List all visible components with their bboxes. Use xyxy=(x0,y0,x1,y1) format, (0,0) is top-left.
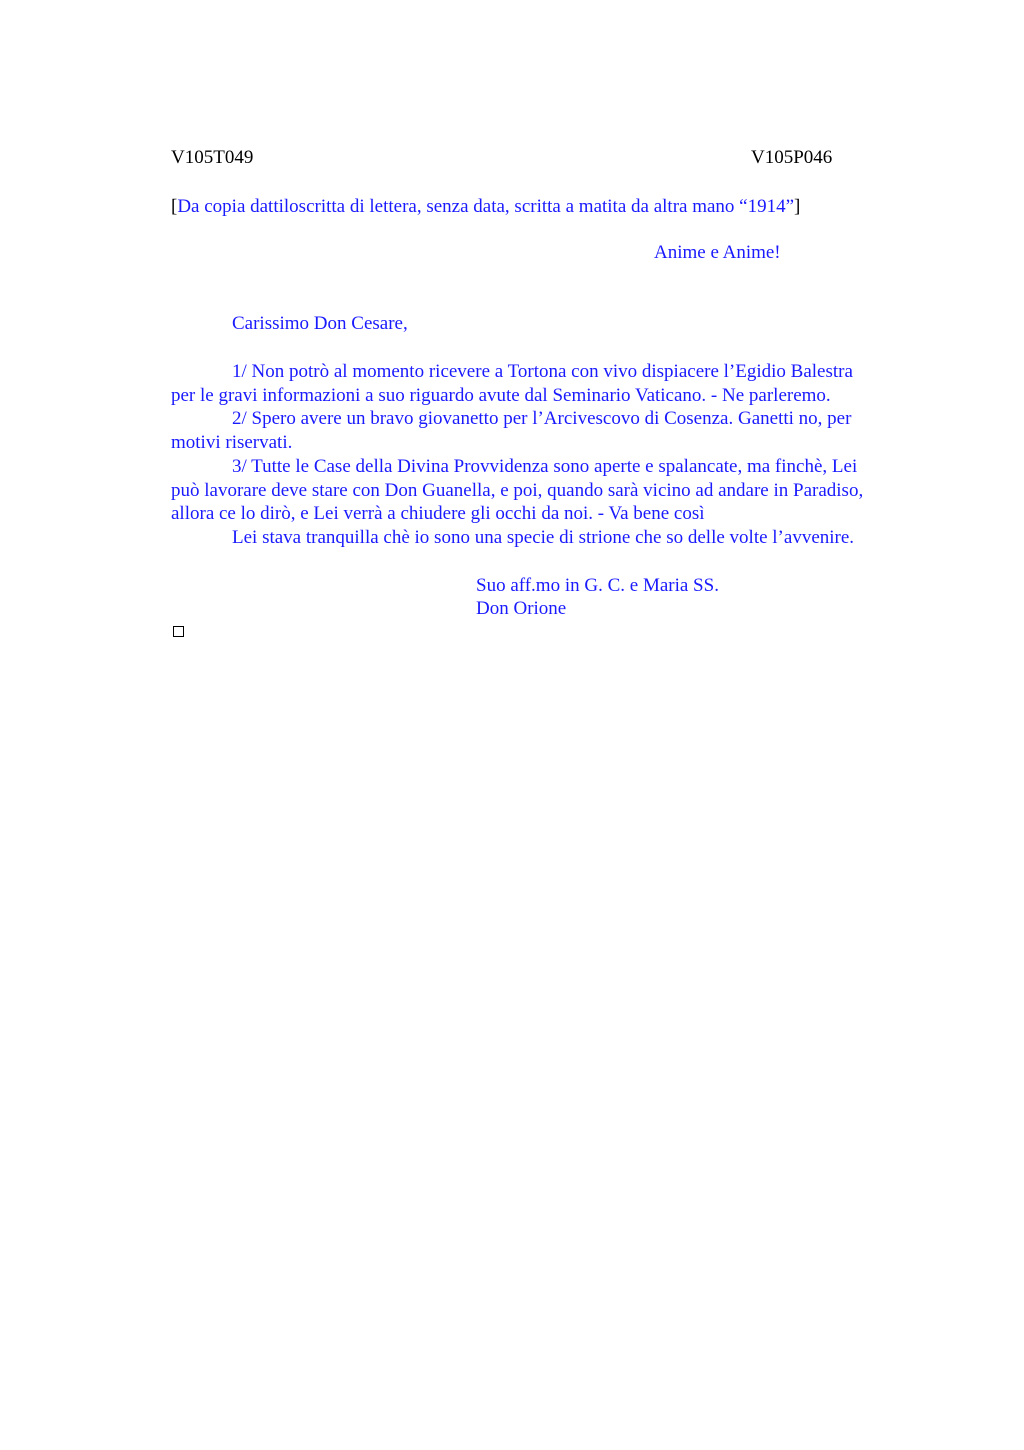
editorial-note xyxy=(171,195,800,219)
motto: Anime e Anime! xyxy=(654,242,781,263)
closing-line-1: Suo aff.mo in G. C. e Maria SS. xyxy=(476,575,719,596)
paragraph-2-line-1: 2/ Spero avere un bravo giovanetto per l’Arcivescovo di Cosenza. Ganetti no, per xyxy=(232,408,852,429)
paragraph-1-line-1: 1/ Non potrò al momento ricevere a Tortona con vivo dispiacere l’Egidio Balestra xyxy=(232,361,853,382)
note-text: Da copia dattiloscritta di lettera, senza data, scritta a matita da altra mano “1914” xyxy=(177,196,795,217)
paragraph-4-line-1: Lei stava tranquilla chè io sono una specie di strione che so delle volte l’avvenire. xyxy=(232,527,855,548)
note-open-bracket: [ xyxy=(171,196,178,217)
paragraph-3-line-2: può lavorare deve stare con Don Guanella, e poi, quando sarà vicino ad andare in Paradiso, xyxy=(171,480,864,501)
paragraph-1-line-2: per le gravi informazioni a suo riguardo avute dal Seminario Vaticano. - Ne parleremo. xyxy=(171,385,831,406)
salutation: Carissimo Don Cesare, xyxy=(232,313,408,334)
note-close-bracket: ] xyxy=(794,196,801,217)
paragraph-3-line-3: allora ce lo dirò, e Lei verrà a chiudere gli occhi da noi. - Va bene così xyxy=(171,503,705,524)
paragraph-2-line-2: motivi riservati. xyxy=(171,432,293,453)
checkbox-square-icon xyxy=(173,626,184,637)
document-code-right: V105P046 xyxy=(751,147,833,168)
signature: Don Orione xyxy=(476,598,567,619)
paragraph-3-line-1: 3/ Tutte le Case della Divina Provvidenza sono aperte e spalancate, ma finchè, Lei xyxy=(232,456,858,477)
document-code-left: V105T049 xyxy=(171,147,254,168)
